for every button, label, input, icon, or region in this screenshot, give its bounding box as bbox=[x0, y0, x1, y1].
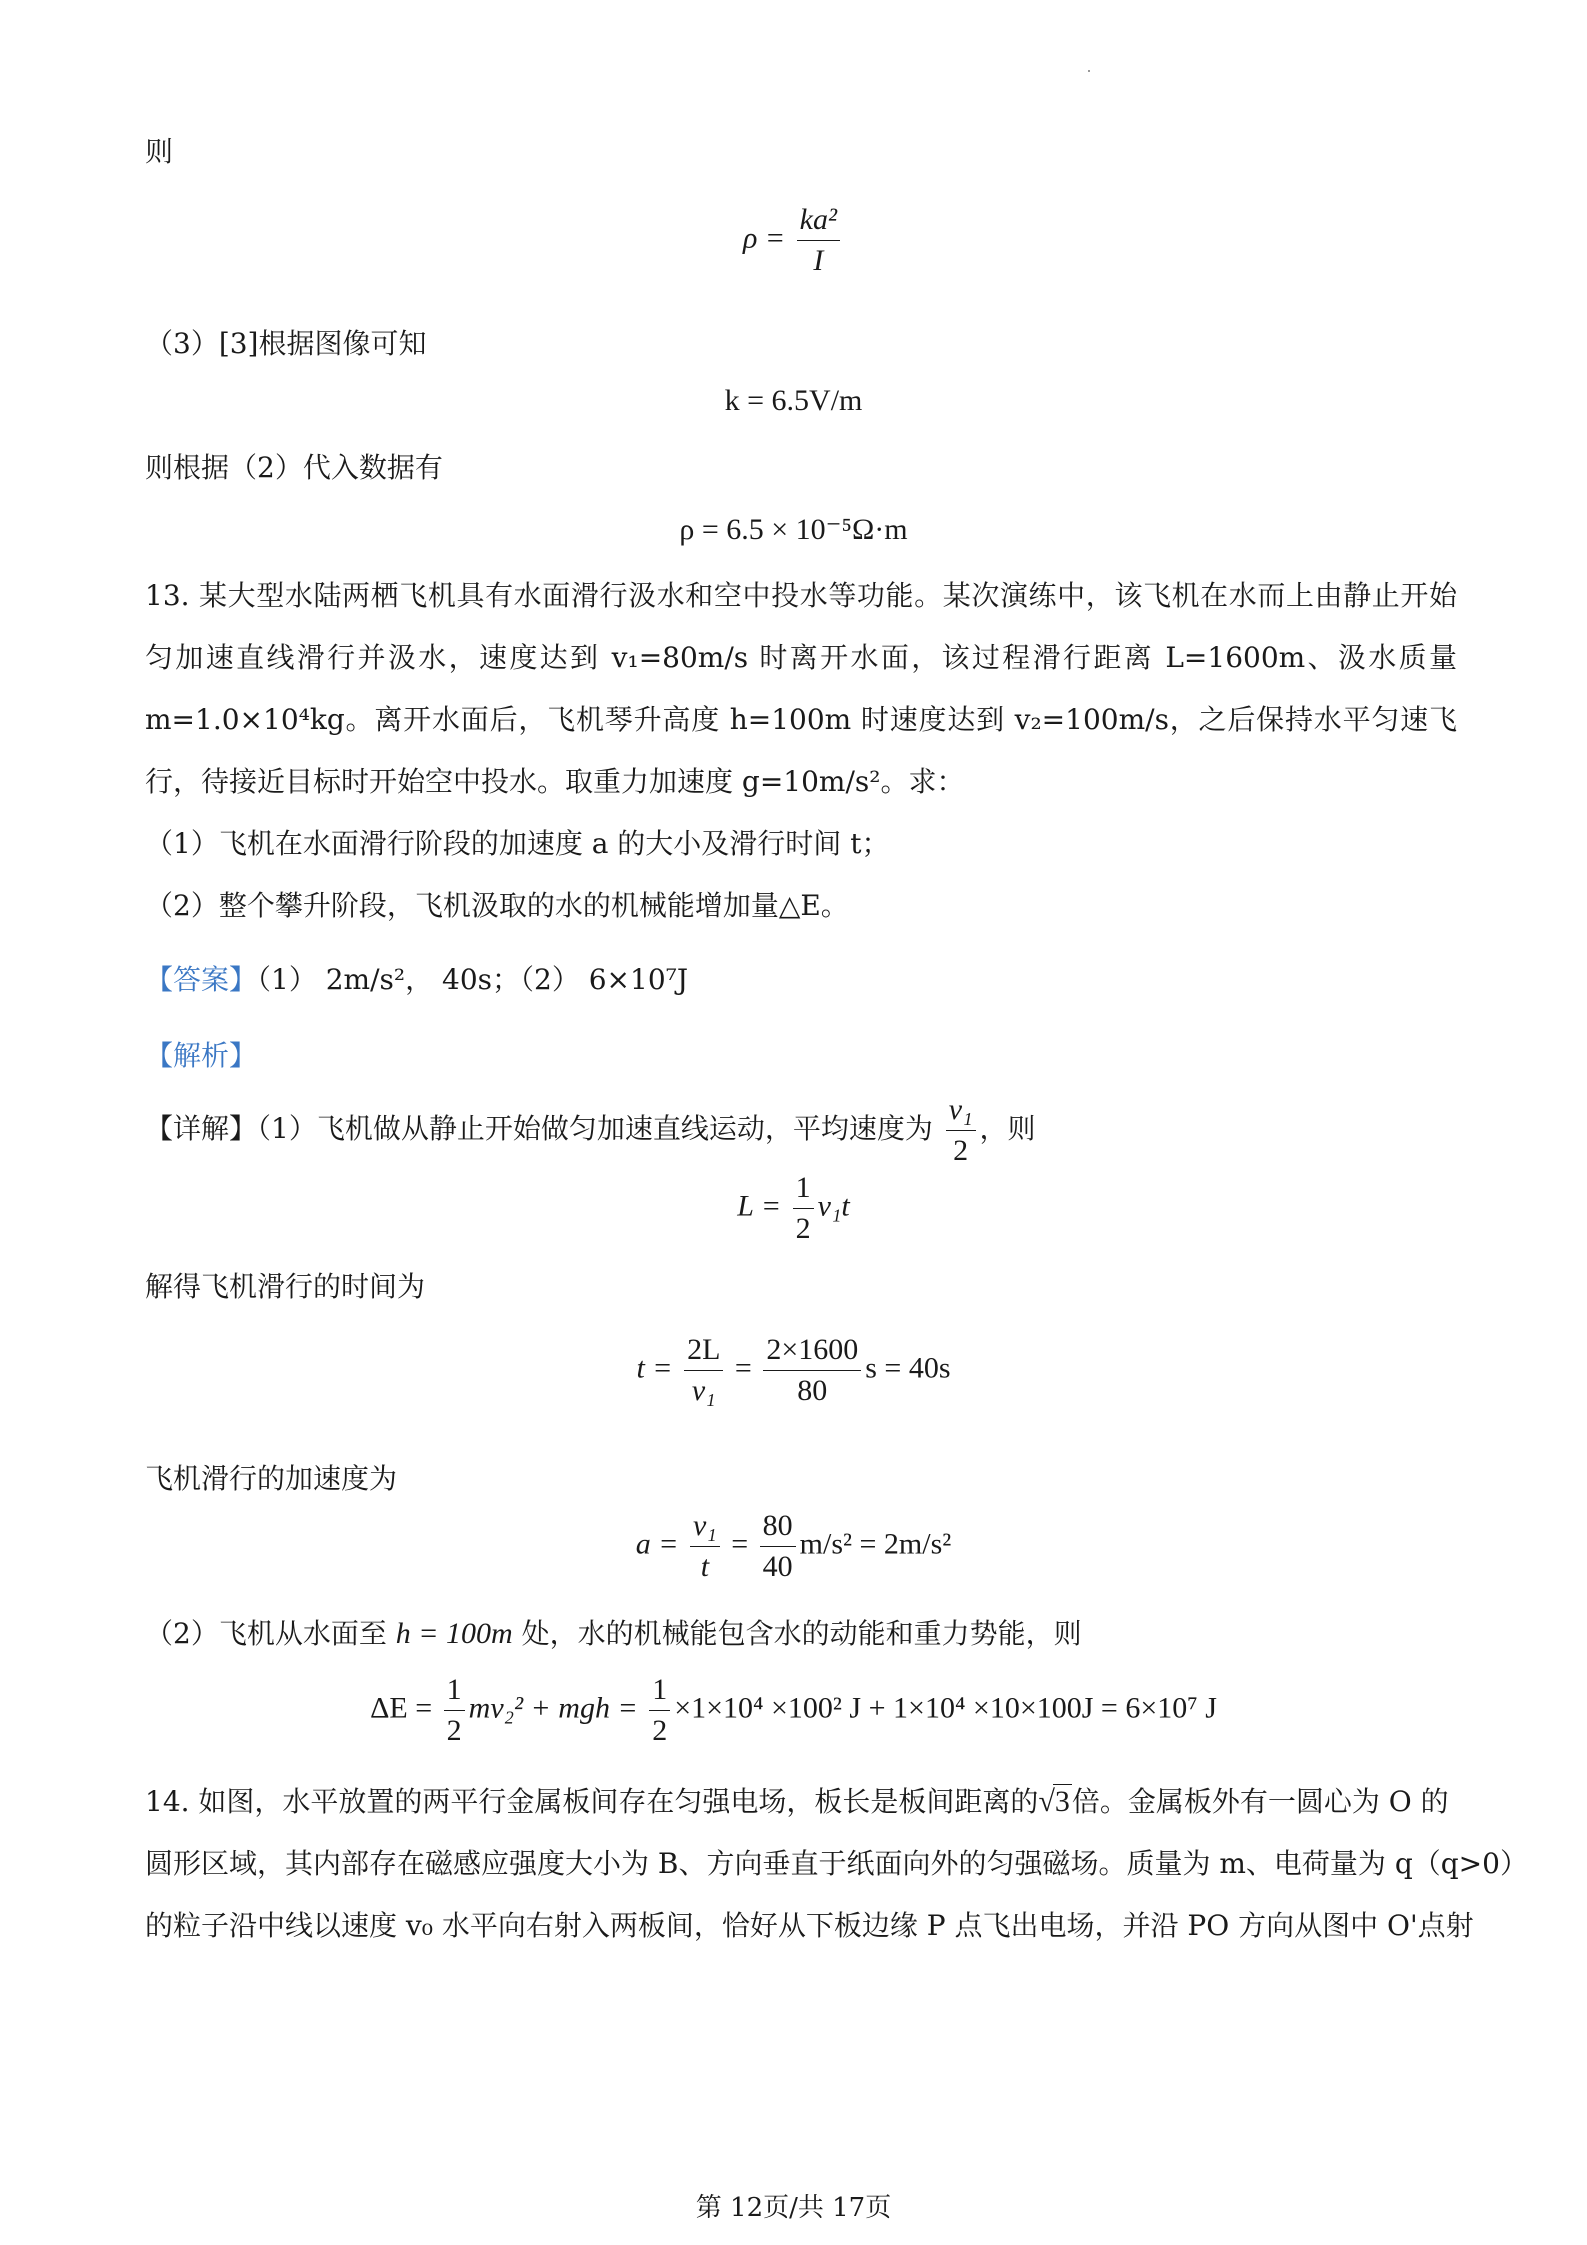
eq-rho-symbol: ρ = bbox=[743, 221, 786, 255]
frac-denominator: 80 bbox=[797, 1374, 828, 1407]
fraction bbox=[760, 1506, 796, 1587]
question-14-line1 bbox=[145, 1780, 1449, 1820]
fraction bbox=[444, 1670, 465, 1751]
frac-denominator: 2 bbox=[652, 1714, 668, 1747]
question-13-sub2: （2）整个攀升阶段，飞机汲取的水的机械能增加量△E。 bbox=[145, 889, 849, 922]
frac-numerator: 80 bbox=[760, 1506, 796, 1547]
detail-tail: ，则 bbox=[979, 1112, 1036, 1145]
eq-dE-mid: mv₂² + mgh = bbox=[468, 1691, 638, 1725]
frac-numerator: ka² bbox=[797, 200, 840, 241]
answer-line bbox=[145, 958, 688, 998]
equation-k-value: k = 6.5V/m bbox=[724, 384, 863, 417]
frac-numerator: v₁ bbox=[946, 1090, 976, 1131]
fraction bbox=[690, 1506, 720, 1587]
detail-text: （1）飞机做从静止开始做匀加速直线运动，平均速度为 bbox=[257, 1112, 933, 1145]
fraction bbox=[763, 1330, 861, 1411]
frac-denominator: v₁ bbox=[691, 1374, 716, 1407]
answer-text: （1） 2m/s²， 40s；（2） 6×10⁷J bbox=[257, 963, 689, 996]
frac-numerator: 1 bbox=[649, 1670, 670, 1711]
fraction bbox=[793, 1168, 814, 1249]
part2-suffix: 处，水的机械能包含水的动能和重力势能，则 bbox=[521, 1617, 1082, 1650]
equation-time: t = $\frac{2L}{\text{v₁}}$ = $\frac{2\times 1600}{80}$ s = 40s bbox=[0, 1330, 1587, 1411]
eq-t-result: s = 40s bbox=[865, 1351, 951, 1385]
question-14-line3: 的粒子沿中线以速度 v₀ 水平向右射入两板间，恰好从下板边缘 P 点飞出电场，并沿 PO 方向从图中 O'点射 bbox=[145, 1909, 1474, 1942]
text-substitute: 则根据（2）代入数据有 bbox=[145, 451, 443, 484]
eq-a-result: m/s² = 2m/s² bbox=[799, 1527, 952, 1561]
q14-text-b: 倍。金属板外有一圆心为 O 的 bbox=[1071, 1785, 1449, 1818]
eq-a-lhs: a = bbox=[635, 1527, 679, 1561]
frac-numerator: v₁ bbox=[690, 1506, 720, 1547]
frac-denominator: t bbox=[700, 1550, 710, 1583]
eq-dE-rest: ×1×10⁴ ×100² J + 1×10⁴ ×10×100J = 6×10⁷ J bbox=[674, 1691, 1217, 1725]
detail-label: 【详解】 bbox=[145, 1112, 258, 1145]
part2-line bbox=[145, 1612, 1082, 1652]
q14-text-a: 14. 如图，水平放置的两平行金属板间存在匀强电场，板长是板间距离的 bbox=[145, 1785, 1039, 1818]
eq-L-lhs: L = bbox=[737, 1189, 782, 1223]
question-14-line2: 圆形区域，其内部存在磁感应强度大小为 B、方向垂直于纸面向外的匀强磁场。质量为 m、电荷量为 q（q>0） bbox=[145, 1847, 1528, 1880]
text-part3-head: （3）[3]根据图像可知 bbox=[145, 327, 427, 360]
fraction bbox=[684, 1330, 723, 1411]
frac-denominator: 2 bbox=[953, 1134, 969, 1167]
frac-numerator: 2L bbox=[684, 1330, 723, 1371]
question-13-stem: 13. 某大型水陆两栖飞机具有水面滑行汲水和空中投水等功能。某次演练中，该飞机在水而上由静止开始匀加速直线滑行并汲水，速度达到 v₁=80m/s 时离开水面，该过程滑行距离 L=1600m、汲水质量 m=1.0×10⁴kg。离开水面后，飞机琴升高度 h=100m 时速度达到 v₂=100m/s，之后保持水平匀速飞行，待接近目标时开始空中投水。取重力加速度 g=10m/s²。求： bbox=[145, 579, 1457, 798]
frac-denominator: 2 bbox=[446, 1714, 462, 1747]
frac-numerator: 1 bbox=[444, 1670, 465, 1711]
page-number: 第 12页/共 17页 bbox=[695, 2193, 892, 2223]
frac-denominator: I bbox=[813, 244, 824, 277]
frac-numerator: 1 bbox=[793, 1168, 814, 1209]
eq-t-lhs: t = bbox=[636, 1351, 673, 1385]
fraction bbox=[649, 1670, 670, 1751]
sqrt-icon: √ bbox=[1038, 1785, 1055, 1818]
fraction bbox=[797, 200, 840, 281]
text-accel-label: 飞机滑行的加速度为 bbox=[145, 1462, 398, 1495]
answer-label: 【答案】 bbox=[145, 963, 258, 996]
equation-rho-formula bbox=[0, 200, 1587, 281]
sqrt-radicand: 3 bbox=[1054, 1785, 1070, 1818]
frac-denominator: 40 bbox=[762, 1550, 793, 1583]
text-ze: 则 bbox=[145, 135, 174, 168]
equation-acceleration: a = $\frac{\text{v₁}}{t}$ = $\frac{80}{40}$ m/s² = 2m/s² bbox=[0, 1506, 1587, 1587]
frac-denominator: 2 bbox=[795, 1212, 811, 1245]
eq-height: h = 100m bbox=[395, 1617, 513, 1650]
scan-speck bbox=[1088, 70, 1090, 72]
detail-line bbox=[145, 1090, 1036, 1171]
equation-rho-value: ρ = 6.5 × 10⁻⁵Ω·m bbox=[679, 513, 908, 546]
eq-v1t: v₁t bbox=[817, 1189, 850, 1223]
question-13-sub1: （1）飞机在水面滑行阶段的加速度 a 的大小及滑行时间 t； bbox=[145, 827, 890, 860]
frac-numerator: 2×1600 bbox=[763, 1330, 861, 1371]
equation-energy bbox=[0, 1670, 1587, 1751]
avg-velocity-fraction bbox=[946, 1090, 976, 1171]
analysis-label: 【解析】 bbox=[145, 1039, 258, 1072]
text-solve-time: 解得飞机滑行的时间为 bbox=[145, 1270, 426, 1303]
part2-prefix: （2）飞机从水面至 bbox=[145, 1617, 387, 1650]
eq-dE-lhs: ΔE = bbox=[370, 1691, 433, 1725]
equation-distance bbox=[0, 1168, 1587, 1249]
